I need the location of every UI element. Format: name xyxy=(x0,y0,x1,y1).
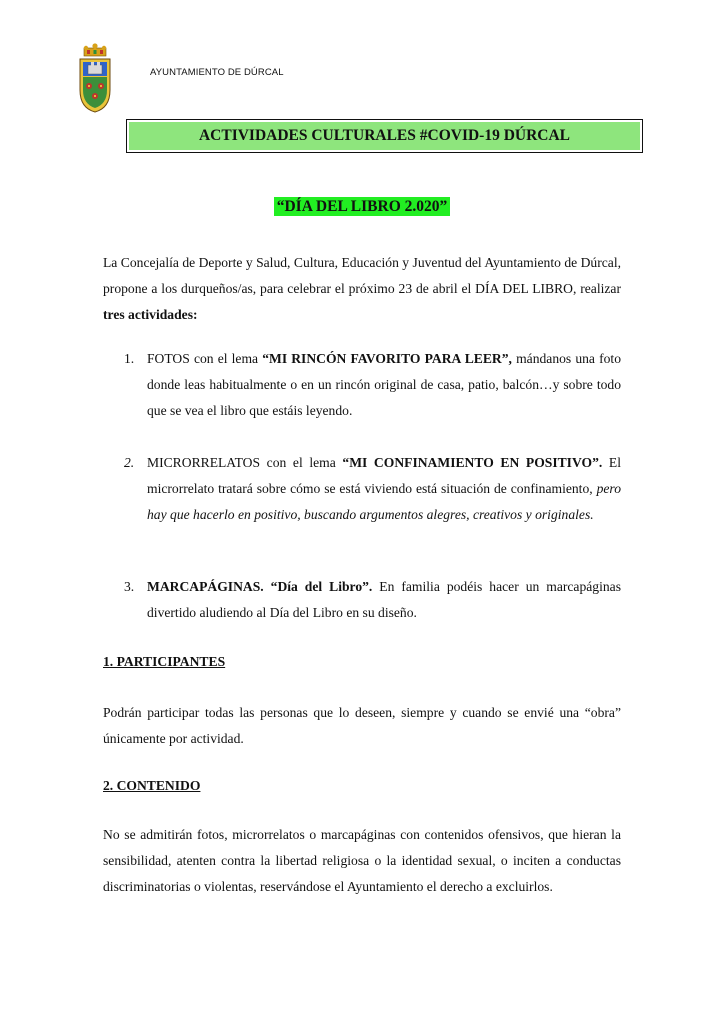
section-heading-participants: 1. PARTICIPANTES xyxy=(103,654,226,669)
activity-motto: “MI RINCÓN FAVORITO PARA LEER”, xyxy=(262,351,512,366)
activity-body xyxy=(147,574,621,626)
activity-body xyxy=(147,346,621,424)
activity-number: 2. xyxy=(124,455,135,470)
activity-description: El microrrelato tratará sobre cómo se está viviendo está situación de confinamiento, xyxy=(147,455,621,496)
activity-number: 3. xyxy=(124,579,135,594)
section-text-content: No se admitirán fotos, microrrelatos o marcapáginas con contenidos ofensivos, que hieran la sensibilidad, atenten contra la libertad religiosa o la identidad sexual, o inciten a conductas discriminatorias o violentas, reservándose el Ayuntamiento el derecho a excluirlos. xyxy=(103,827,621,894)
event-subtitle: “DÍA DEL LIBRO 2.020” xyxy=(274,197,451,216)
intro-text: La Concejalía de Deporte y Salud, Cultura, Educación y Juventud del Ayuntamiento de Dúrcal, propone a los durqueños/as, para celebrar el próximo 23 de abril el DÍA DEL LIBRO, realizar xyxy=(103,255,621,296)
subtitle-row xyxy=(0,198,724,216)
activity-description: mándanos una foto donde leas habitualmente o en un rincón original de casa, patio, balcón…y sobre todo que se vea el libro que estáis leyendo. xyxy=(147,351,621,418)
activity-motto: “MI CONFINAMIENTO EN POSITIVO”. xyxy=(342,455,603,470)
organization-name: AYUNTAMIENTO DE DÚRCAL xyxy=(150,67,284,78)
page-title: ACTIVIDADES CULTURALES #COVID-19 DÚRCAL xyxy=(129,122,640,150)
title-banner xyxy=(126,119,643,153)
section-text-participants: Podrán participar todas las personas que lo deseen, siempre y cuando se envié una “obra” únicamente por actividad. xyxy=(103,705,621,746)
activity-description: En familia podéis hacer un marcapáginas divertido aludiendo al Día del Libro en su diseño. xyxy=(147,579,621,620)
coat-of-arms-icon xyxy=(76,42,114,114)
activity-italic-note: pero hay que hacerlo en positivo, buscando argumentos alegres, creativos y originales. xyxy=(147,481,621,522)
section-heading-content: 2. CONTENIDO xyxy=(103,778,201,793)
activity-lead: MICRORRELATOS con el lema xyxy=(147,455,343,470)
activity-body xyxy=(147,450,621,528)
activity-number: 1. xyxy=(124,351,135,366)
activity-lead: FOTOS con el lema xyxy=(147,351,263,366)
activity-item-bookmarks xyxy=(103,574,621,626)
intro-paragraph xyxy=(103,250,621,328)
intro-bold-text: tres actividades: xyxy=(103,307,198,322)
activity-item-photos xyxy=(103,346,621,424)
activity-item-microstories xyxy=(103,450,621,528)
activity-bold-lead: MARCAPÁGINAS. “Día del Libro”. xyxy=(147,579,373,594)
